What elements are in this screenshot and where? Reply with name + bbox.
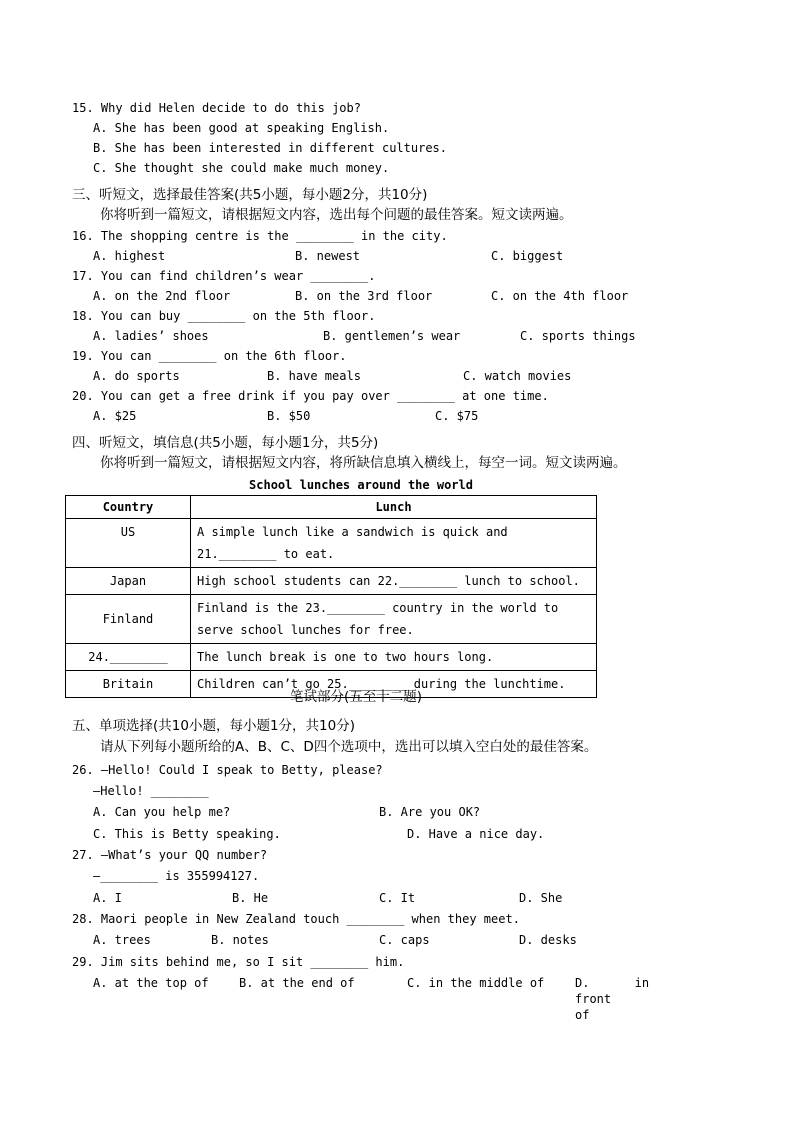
q19-stem: 19. You can ________ on the 6th floor. bbox=[72, 349, 347, 363]
q18-option-c: C. sports things bbox=[520, 329, 636, 343]
q18-stem: 18. You can buy ________ on the 5th floor. bbox=[72, 309, 376, 323]
q17-option-a: A. on the 2nd floor bbox=[93, 289, 231, 303]
section-5-title: 五、单项选择(共10小题，每小题1分，共10分) bbox=[72, 718, 355, 734]
lunch-cell: The lunch break is one to two hours long. bbox=[191, 644, 597, 671]
q17-option-b: B. on the 3rd floor bbox=[295, 289, 433, 303]
table-caption: School lunches around the world bbox=[249, 478, 473, 492]
q28-option-b: B. notes bbox=[211, 933, 269, 947]
q15-option-c: C. She thought she could make much money. bbox=[93, 161, 390, 175]
q16-option-a: A. highest bbox=[93, 249, 166, 263]
q19-option-b: B. have meals bbox=[267, 369, 361, 383]
table-row bbox=[66, 595, 597, 644]
q26-option-d: D. Have a nice day. bbox=[407, 827, 545, 841]
country-cell: Japan bbox=[66, 568, 191, 595]
section-3-instructions: 你将听到一篇短文，请根据短文内容，选出每个问题的最佳答案。短文读两遍。 bbox=[100, 207, 573, 223]
q29-stem: 29. Jim sits behind me, so I sit ________ him. bbox=[72, 955, 405, 969]
q26-stem: 26. —Hello! Could I speak to Betty, please? bbox=[72, 763, 383, 777]
q17-option-c: C. on the 4th floor bbox=[491, 289, 629, 303]
q16-option-c: C. biggest bbox=[491, 249, 564, 263]
q16-option-b: B. newest bbox=[295, 249, 361, 263]
q20-option-c: C. $75 bbox=[435, 409, 479, 423]
q27-option-d: D. She bbox=[519, 891, 563, 905]
q29-option-c: C. in the middle of bbox=[407, 976, 545, 990]
q19-option-a: A. do sports bbox=[93, 369, 180, 383]
q15-option-a: A. She has been good at speaking English. bbox=[93, 121, 390, 135]
country-cell: Britain bbox=[66, 671, 191, 698]
q26-option-b: B. Are you OK? bbox=[379, 805, 481, 819]
q15-option-b: B. She has been interested in different cultures. bbox=[93, 141, 448, 155]
q20-stem: 20. You can get a free drink if you pay over ________ at one time. bbox=[72, 389, 549, 403]
lunch-cell: A simple lunch like a sandwich is quick and 21.________ to eat. bbox=[191, 519, 597, 568]
q29-option-a: A. at the top of bbox=[93, 976, 209, 990]
q27-stem: 27. —What’s your QQ number? bbox=[72, 848, 268, 862]
section-5-instructions: 请从下列每小题所给的A、B、C、D四个选项中，选出可以填入空白处的最佳答案。 bbox=[100, 739, 598, 755]
lunch-cell: High school students can 22.________ lunch to school. bbox=[191, 568, 597, 595]
q26-option-c: C. This is Betty speaking. bbox=[93, 827, 281, 841]
table-header-row bbox=[66, 496, 597, 519]
q20-option-b: B. $50 bbox=[267, 409, 311, 423]
table-row bbox=[66, 644, 597, 671]
written-part-heading: 笔试部分(五至十二题) bbox=[289, 689, 423, 705]
section-3-title: 三、听短文，选择最佳答案(共5小题，每小题2分，共10分) bbox=[72, 187, 428, 203]
q17-stem: 17. You can find children’s wear ________. bbox=[72, 269, 376, 283]
q27-option-c: C. It bbox=[379, 891, 416, 905]
lunch-table bbox=[65, 495, 597, 698]
q28-option-a: A. trees bbox=[93, 933, 151, 947]
q19-option-c: C. watch movies bbox=[463, 369, 572, 383]
section-4-title: 四、听短文，填信息(共5小题，每小题1分，共5分) bbox=[72, 435, 379, 451]
q15-stem: 15. Why did Helen decide to do this job? bbox=[72, 101, 361, 115]
q27-option-b: B. He bbox=[232, 891, 269, 905]
section-4-instructions: 你将听到一篇短文，请根据短文内容，将所缺信息填入横线上，每空一词。短文读两遍。 bbox=[100, 455, 627, 471]
q28-stem: 28. Maori people in New Zealand touch ________ when they meet. bbox=[72, 912, 520, 926]
column-header-country: Country bbox=[66, 496, 191, 519]
q26-option-a: A. Can you help me? bbox=[93, 805, 231, 819]
q16-stem: 16. The shopping centre is the ________ in the city. bbox=[72, 229, 448, 243]
lunch-cell: Children can’t go 25.________ during the lunchtime. bbox=[191, 671, 597, 698]
lunch-cell: Finland is the 23.________ country in the world to serve school lunches for free. bbox=[191, 595, 597, 644]
q28-option-c: C. caps bbox=[379, 933, 430, 947]
q27-reply: —________ is 355994127. bbox=[93, 869, 260, 883]
q29-option-d: D. in front of bbox=[575, 976, 650, 1022]
table-row bbox=[66, 568, 597, 595]
country-cell: Finland bbox=[66, 595, 191, 644]
q18-option-b: B. gentlemen’s wear bbox=[323, 329, 461, 343]
q18-option-a: A. ladies’ shoes bbox=[93, 329, 209, 343]
q29-option-b: B. at the end of bbox=[239, 976, 355, 990]
country-cell: 24.________ bbox=[66, 644, 191, 671]
q26-reply: —Hello! ________ bbox=[93, 784, 209, 798]
q27-option-a: A. I bbox=[93, 891, 122, 905]
q20-option-a: A. $25 bbox=[93, 409, 137, 423]
q28-option-d: D. desks bbox=[519, 933, 577, 947]
table-row bbox=[66, 519, 597, 568]
column-header-lunch: Lunch bbox=[191, 496, 597, 519]
country-cell: US bbox=[66, 519, 191, 568]
